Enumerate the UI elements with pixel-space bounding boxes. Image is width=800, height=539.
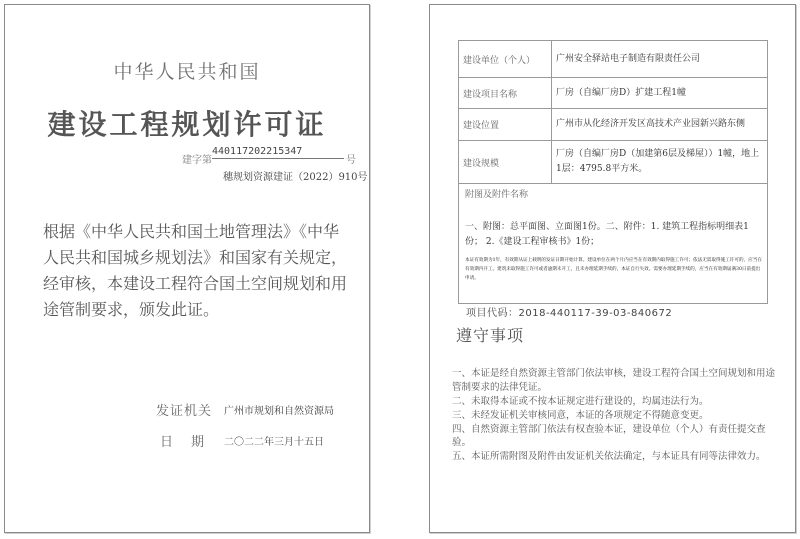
permit-sui-code: 穗规划资源建证（2022）910号 xyxy=(223,172,368,183)
country-name: 中华人民共和国 xyxy=(113,61,261,83)
validity-fine-note: 本证有效期为1年，有效期从证上载明的发证日期开始计算。建设单位在两个月内应当在有效期内取得施工许可；依法无需取得施工许可的，应当在有效期内开工。建筑未取得施工许可或者逾期未开工，且未办理延期手续的，本证自行失效。需要办理延期手续的，应当在有效期届满30日前提出申请。 xyxy=(465,258,762,281)
project-code-value: 2018-440117-39-03-840672 xyxy=(518,308,673,319)
permit-title: 建设工程规划许可证 xyxy=(47,108,327,141)
rules-list xyxy=(452,367,782,464)
list-item: 三、未经发证机关审核同意，本证的各项规定不得随意变更。 xyxy=(452,409,709,421)
permit-number-suffix: 号 xyxy=(346,155,356,166)
list-item: 四、自然资源主管部门依法有权查验本证，建设单位（个人）有责任提交查验。 xyxy=(452,423,766,448)
attachments-label: 附图及附件名称 xyxy=(465,190,529,200)
construction-unit-label: 建设单位（个人） xyxy=(459,41,552,78)
project-name-label: 建设项目名称 xyxy=(459,78,552,109)
attachments-text: 一、附图：总平面图、立面图1份。二、附件：1. 建筑工程指标明细表1份； 2.《建设工程审核书》1份； xyxy=(465,222,749,247)
list-item: 五、本证所需附图及附件由发证机关依法确定，与本证具有同等法律效力。 xyxy=(452,451,766,462)
permit-number: 440117202215347 xyxy=(212,146,344,159)
table-row xyxy=(459,78,768,109)
issuer-label: 发证机关 xyxy=(156,404,213,419)
project-code-label: 项目代码： xyxy=(466,308,519,319)
issue-date-label: 日期 xyxy=(160,435,223,450)
table-row xyxy=(459,184,768,304)
permit-number-prefix: 建字第 xyxy=(182,155,212,166)
permit-details-page xyxy=(429,4,796,533)
table-row xyxy=(459,41,768,78)
scale-value: 厂房（自编厂房D（加建第6层及梯屋））1幢，地上1层：4795.8平方米。 xyxy=(552,141,768,184)
rules-title: 遵守事项 xyxy=(456,326,525,345)
legal-basis-paragraph: 根据《中华人民共和国土地管理法》《中华人民共和国城乡规划法》和国家有关规定，经审核，本建设工程符合国土空间规划和用途管制要求，颁发此证。 xyxy=(43,222,348,319)
table-row xyxy=(459,141,768,184)
list-item: 一、本证是经自然资源主管部门依法审核，建设工程符合国土空间规划和用途管制要求的法律凭证。 xyxy=(452,368,776,393)
table-row xyxy=(459,109,768,141)
project-details-table xyxy=(458,40,768,304)
scale-label: 建设规模 xyxy=(459,141,552,184)
project-name-value: 厂房（自编厂房D）扩建工程1幢 xyxy=(552,78,768,109)
location-value: 广州市从化经济开发区高技术产业园新兴路东侧 xyxy=(552,109,768,141)
location-label: 建设位置 xyxy=(459,109,552,141)
permit-front-page xyxy=(4,4,370,533)
list-item: 二、未取得本证或不按本证规定进行建设的，均属违法行为。 xyxy=(452,395,709,407)
issuer-value: 广州市规划和自然资源局 xyxy=(224,406,334,417)
issue-date-value: 二〇二二年三月十五日 xyxy=(224,437,324,448)
project-code xyxy=(466,304,672,319)
construction-unit-value: 广州安全驿站电子制造有限责任公司 xyxy=(552,41,768,78)
attachments-cell xyxy=(459,184,768,304)
